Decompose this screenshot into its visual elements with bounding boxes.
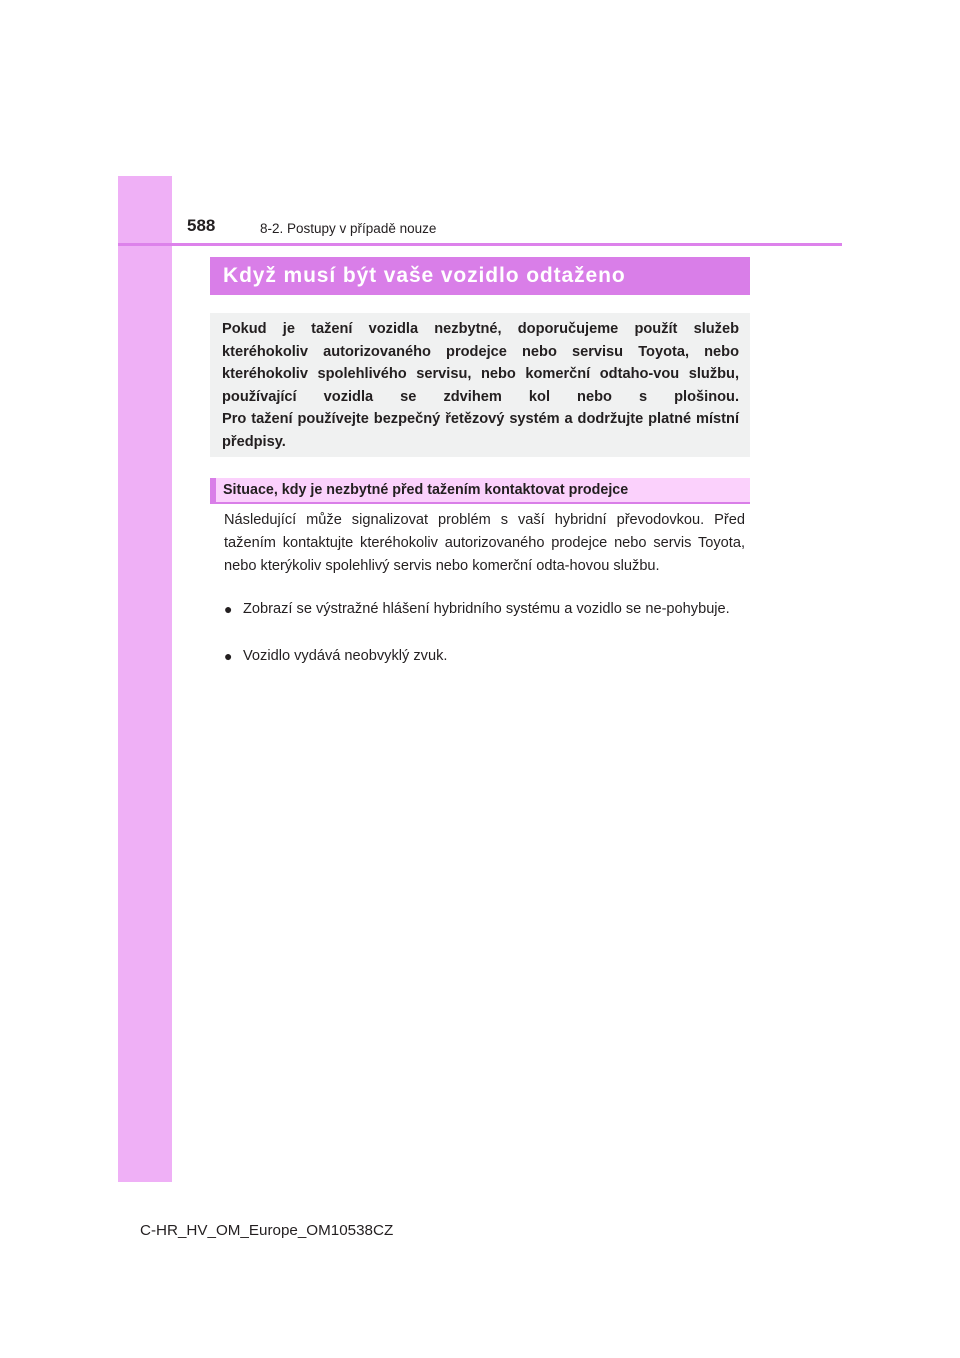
body-paragraph: Následující může signalizovat problém s vaší hybridní převodovkou. Před tažením kontaktujte kteréhokoliv autorizovaného prodejce nebo servis Toyota, nebo kterýkoliv spolehlivý servis nebo komerční odta-hovou službu. [224, 512, 745, 574]
side-tab-bar [118, 176, 172, 1182]
subsection-heading-bar [210, 478, 750, 504]
subsection-heading: Situace, kdy je nezbytné před tažením kontaktovat prodejce [223, 482, 629, 498]
page-title: Když musí být vaše vozidlo odtaženo [223, 264, 626, 287]
intro-paragraph: Pro tažení používejte bezpečný řetězový systém a dodržujte platné místní předpisy. [222, 411, 739, 450]
list-item-text: Zobrazí se výstražné hlášení hybridního systému a vozidlo se ne-pohybuje. [243, 601, 730, 617]
document-code: C-HR_HV_OM_Europe_OM10538CZ [140, 1222, 394, 1239]
intro-box [210, 313, 750, 457]
page-number: 588 [187, 216, 216, 235]
section-label: 8-2. Postupy v případě nouze [260, 221, 437, 236]
bullet-icon: ● [224, 648, 233, 664]
title-banner [210, 257, 750, 295]
bullet-icon: ● [224, 601, 233, 617]
list-item [224, 598, 745, 621]
header-divider [118, 243, 842, 246]
list-item [224, 645, 745, 668]
list-item-text: Vozidlo vydává neobvyklý zvuk. [243, 648, 448, 664]
intro-paragraph: Pokud je tažení vozidla nezbytné, doporučujeme použít služeb kteréhokoliv autorizovaného prodejce nebo servisu Toyota, nebo kteréhokoliv spolehlivého servisu, nebo komerční odtaho-vou službu, používající vozidla se zdvihem kol nebo s plošinou. [222, 321, 739, 405]
